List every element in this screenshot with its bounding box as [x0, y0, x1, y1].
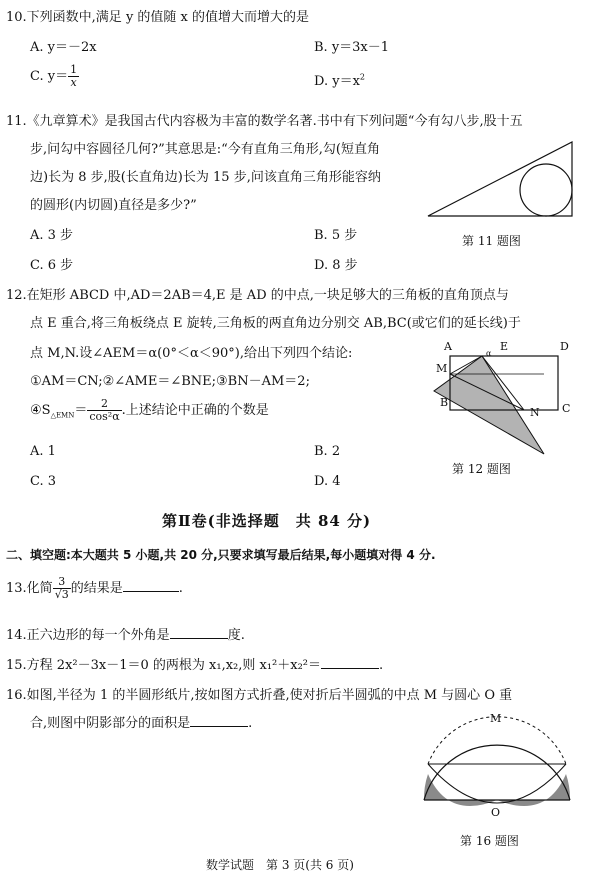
- q14-answer-blank[interactable]: [170, 638, 228, 639]
- q12-label-c: C: [562, 402, 571, 415]
- q10-option-a: A. y＝－2x: [30, 40, 97, 55]
- q10-option-b: B. y＝3x－1: [314, 40, 390, 55]
- q12-area-numerator: 2: [87, 398, 121, 411]
- q15: [6, 654, 383, 673]
- q10-option-c-prefix: C. y＝: [30, 69, 69, 84]
- q11-line-3: 边)长为 8 步,股(长直角边)长为 15 步,问该直角三角形能容纳: [30, 170, 381, 185]
- q14-end: 度.: [227, 628, 245, 643]
- q10-option-d-prefix: D. y＝x: [314, 74, 360, 89]
- q15-end: .: [379, 658, 384, 673]
- q13-text: 的结果是: [70, 581, 123, 596]
- q11-line-1: 11.《九章算术》是我国古代内容极为丰富的数学名著.书中有下列问题“今有勾八步,股十五: [6, 114, 523, 129]
- q14: [6, 624, 245, 643]
- q13: [6, 576, 183, 601]
- q11-right-triangle: [428, 142, 572, 216]
- page-footer: 数学试题 第 3 页(共 6 页): [206, 858, 354, 872]
- q13-denominator: √3: [54, 588, 69, 601]
- q10-option-c: [30, 64, 79, 89]
- q16-text: 合,则图中阴影部分的面积是: [30, 716, 191, 731]
- q16-line-2: [30, 712, 252, 731]
- q12-label-a: A: [444, 340, 452, 353]
- q12-option-c: C. 3: [30, 474, 57, 489]
- q16-figure: [412, 708, 582, 824]
- q12-line-1: 12.在矩形 ABCD 中,AD＝2AB＝4,E 是 AD 的中点,一块足够大的三角板的直角顶点与: [6, 288, 509, 303]
- q12-line-5-rest: .上述结论中正确的个数是: [121, 403, 269, 418]
- q15-text: 15.方程 2x²－3x－1＝0 的两根为 x₁,x₂,则 x₁²＋x₂²＝: [6, 658, 322, 673]
- q16-shaded-left: [424, 774, 497, 806]
- q11-line-4: 的圆形(内切圆)直径是多少?”: [30, 198, 197, 213]
- q12-label-m: M: [436, 362, 448, 375]
- q10-stem: 10.下列函数中,满足 y 的值随 x 的值增大而增大的是: [6, 10, 310, 25]
- q11-figure: [420, 138, 580, 224]
- q12-option-d: D. 4: [314, 474, 341, 489]
- q16-answer-blank[interactable]: [190, 726, 248, 727]
- q13-fraction: [53, 576, 71, 601]
- q12-label-e: E: [500, 340, 509, 353]
- q12-area-fraction: [87, 398, 121, 423]
- q12-label-n: N: [530, 406, 540, 419]
- q12-figure: [420, 336, 600, 456]
- q12-line-2: 点 E 重合,将三角板绕点 E 旋转,三角板的两直角边分别交 AB,BC(或它们的延长线)于: [30, 316, 521, 331]
- q16-label-o: O: [491, 806, 501, 819]
- q11-option-c: C. 6 步: [30, 258, 74, 273]
- q12-line-5: [30, 398, 269, 423]
- q10-option-c-denominator: x: [70, 76, 77, 89]
- q11-option-a: A. 3 步: [30, 228, 74, 243]
- q15-answer-blank[interactable]: [321, 668, 379, 669]
- q14-text: 14.正六边形的每一个外角是: [6, 628, 170, 643]
- q11-line-2: 步,问勾中容圆径几何?”其意思是:“今有直角三角形,勾(短直角: [30, 142, 380, 157]
- q10-option-d: [314, 70, 365, 89]
- q16-line-1: 16.如图,半径为 1 的半圆形纸片,按如图方式折叠,使对折后半圆弧的中点 M 与圆心 O 重: [6, 688, 513, 703]
- q11-option-d: D. 8 步: [314, 258, 358, 273]
- q10-option-c-fraction: [68, 64, 79, 89]
- section-2-title: 第Ⅱ卷(非选择题 共 84 分): [162, 512, 372, 530]
- q11-incircle: [520, 164, 572, 216]
- q12-equals: ＝: [74, 403, 88, 418]
- q16-figure-caption: 第 16 题图: [460, 834, 519, 848]
- q10-option-c-numerator: 1: [70, 63, 78, 76]
- q16-semicircle-arc: [424, 745, 570, 800]
- q13-prefix: 13.化简: [6, 581, 53, 596]
- q16-end: .: [248, 716, 253, 731]
- q11-option-b: B. 5 步: [314, 228, 358, 243]
- q12-line-3: 点 M,N.设∠AEM＝α(0°＜α＜90°),给出下列四个结论:: [30, 346, 353, 361]
- q11-figure-caption: 第 11 题图: [462, 234, 521, 248]
- q13-numerator: 3: [53, 576, 71, 589]
- q13-end: .: [178, 581, 183, 596]
- q12-label-d: D: [560, 340, 569, 353]
- q10-option-d-exponent: 2: [359, 72, 365, 82]
- q12-line-4: ①AM＝CN;②∠AME＝∠BNE;③BN－AM＝2;: [30, 374, 310, 389]
- q12-area-subscript: △EMN: [50, 411, 75, 420]
- q12-label-alpha: α: [486, 349, 492, 358]
- q12-figure-caption: 第 12 题图: [452, 462, 511, 476]
- q12-area-symbol: ④S: [30, 403, 51, 418]
- q16-folded-arc: [428, 764, 566, 803]
- q12-label-b: B: [440, 396, 449, 409]
- q12-area-denominator: cos²α: [89, 410, 120, 423]
- q12-option-a: A. 1: [30, 444, 56, 459]
- q16-shaded-right: [497, 774, 570, 806]
- q12-option-b: B. 2: [314, 444, 341, 459]
- q13-answer-blank[interactable]: [123, 591, 179, 592]
- q16-label-m: M: [490, 712, 502, 725]
- section-2-intro: 二、填空题:本大题共 5 小题,共 20 分,只要求填写最后结果,每小题填对得 4 分.: [6, 548, 436, 562]
